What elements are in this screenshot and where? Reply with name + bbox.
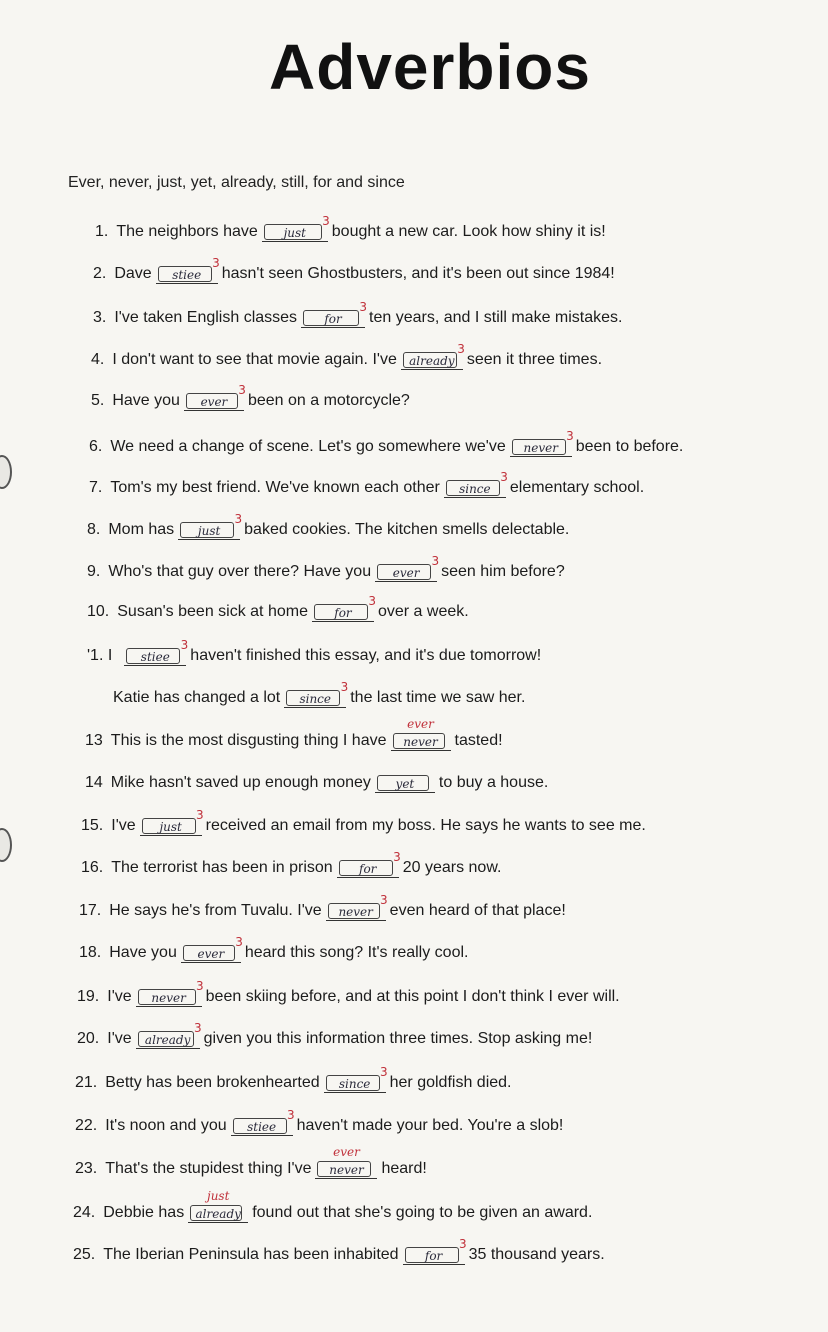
sentence-start: Who's that guy over there? Have you [108,563,372,580]
sentence-end: to buy a house. [438,774,549,791]
grading-mark: 3 [458,1237,467,1251]
exercise-item [89,470,645,498]
sentence-end: the last time we saw her. [350,689,526,706]
handwritten-answer: just [283,226,306,240]
sentence-end: over a week. [377,603,469,620]
grading-mark: 3 [431,554,440,568]
item-number: 21. [75,1074,98,1091]
sentence-start: It's noon and you [105,1117,227,1134]
sentence-end: bought a new car. Look how shiny it is! [331,223,606,240]
exercise-item [75,1065,512,1093]
answer-blank[interactable] [178,512,243,540]
grading-mark: 3 [380,893,388,907]
exercise-item [81,850,502,878]
item-number: 19. [77,988,100,1005]
exercise-item [85,773,548,793]
grading-mark: 3 [500,470,508,484]
handwritten-answer: yet [395,777,415,791]
exercise-item [87,638,542,666]
sentence-start: Have you [112,392,180,409]
item-number: 6. [89,438,103,455]
item-number: 16. [81,859,104,876]
sentence-start: Dave [114,265,152,282]
grading-mark: 3 [566,429,574,443]
handwritten-answer: just [197,524,221,538]
sentence-start: Katie has changed a lot [113,689,281,706]
answer-blank[interactable] [510,429,574,457]
item-number: 3. [93,309,107,326]
handwritten-answer: never [329,1163,364,1177]
answer-blank[interactable] [337,850,401,878]
sentence-end: hasn't seen Ghostbusters, and it's been out since 1984! [221,265,615,282]
exercise-item [75,1108,564,1136]
grading-mark: 3 [359,300,368,314]
sentence-start: The terrorist has been in prison [111,859,333,876]
handwritten-answer: since [459,482,491,496]
grading-mark: 3 [286,1108,295,1122]
sentence-end: seen him before? [441,563,565,580]
grading-mark: 3 [212,256,220,270]
item-number: 15. [81,817,104,834]
page-title: Adverbios [269,31,591,103]
item-number: 20. [77,1030,100,1047]
exercise-item [91,342,603,370]
answer-blank[interactable] [326,893,388,921]
exercise-item [77,1021,593,1049]
handwritten-answer: stiee [247,1120,277,1134]
sentence-end: been on a motorcycle? [247,392,410,409]
sentence-end: 35 thousand years. [468,1246,605,1263]
answer-blank[interactable] [231,1108,295,1136]
sentence-end: haven't finished this essay, and it's due tomorrow! [190,647,542,664]
answer-blank[interactable] [324,1065,388,1093]
item-number: 10. [87,603,110,620]
grading-mark: 3 [234,512,243,526]
handwritten-answer: for [324,312,342,326]
sentence-start: The neighbors have [116,223,258,240]
sentence-end: heard! [381,1160,427,1177]
handwritten-answer: ever [200,395,228,409]
item-number: 18. [79,944,102,961]
sentence-start: This is the most disgusting thing I have [110,732,387,749]
binder-ring-hole [0,455,12,489]
answer-blank[interactable] [140,808,204,836]
teacher-correction: ever [407,717,434,731]
grading-mark: 3 [196,808,204,822]
handwritten-answer: just [159,820,182,834]
exercise-item [73,1237,605,1265]
handwritten-answer: never [403,735,438,749]
answer-blank[interactable] [181,935,243,963]
answer-blank[interactable] [301,300,368,328]
sentence-end: been skiing before, and at this point I don't think I ever will. [205,988,620,1005]
sentence-end: given you this information three times. Stop asking me! [203,1030,593,1047]
sentence-end: been to before. [575,438,684,455]
answer-blank[interactable] [375,554,440,582]
answer-blank[interactable] [156,256,220,284]
answer-blank[interactable] [262,214,330,242]
sentence-start: Susan's been sick at home [117,603,308,620]
handwritten-answer: for [334,606,352,620]
sentence-end: seen it three times. [466,351,603,368]
sentence-start: He says he's from Tuvalu. I've [109,902,322,919]
exercise-item [79,893,566,921]
sentence-end: heard this song? It's really cool. [244,944,469,961]
exercise-item [113,680,526,708]
answer-blank[interactable] [188,1189,248,1223]
sentence-end: elementary school. [509,479,645,496]
answer-blank[interactable] [401,342,465,370]
item-number: 7. [89,479,103,496]
grading-mark: 3 [340,680,349,694]
teacher-correction: just [206,1189,230,1203]
exercise-item [75,1145,427,1179]
sentence-start: I've taken English classes [114,309,298,326]
sentence-end: received an email from my boss. He says he wants to see me. [205,817,646,834]
exercise-item [73,1189,593,1223]
item-number: 13 [85,732,103,749]
exercise-item [95,214,606,242]
sentence-start: That's the stupidest thing I've [105,1160,312,1177]
sentence-start: Have you [109,944,177,961]
sentence-end: tasted! [454,732,503,749]
item-number: 24. [73,1204,96,1221]
grading-mark: 3 [235,935,243,949]
handwritten-answer: since [338,1077,371,1091]
handwritten-answer: never [338,905,373,919]
sentence-start: Mike hasn't saved up enough money [110,774,371,791]
sentence-start: I don't want to see that movie again. I've [112,351,397,368]
handwritten-answer: ever [392,566,420,580]
answer-blank[interactable] [124,638,189,666]
exercise-item [77,979,620,1007]
exercise-item [91,383,410,411]
handwritten-answer: already [409,354,455,368]
handwritten-answer: already [195,1207,241,1221]
answer-blank[interactable] [315,1145,377,1179]
item-number: 22. [75,1117,98,1134]
grading-mark: 3 [194,1021,202,1035]
sentence-start: I've [107,988,132,1005]
binder-ring-hole [0,828,12,862]
sentence-start: The Iberian Peninsula has been inhabited [103,1246,399,1263]
item-number: 23. [75,1160,98,1177]
sentence-start: Mom has [108,521,175,538]
item-number: 9. [87,563,101,580]
item-number: 8. [87,521,101,538]
handwritten-answer: for [359,862,377,876]
item-number: 14 [85,774,103,791]
instructions-subtitle: Ever, never, just, yet, already, still, for and since [68,174,405,191]
exercise-item [87,512,570,540]
item-number: 25. [73,1246,96,1263]
sentence-start: Betty has been brokenhearted [105,1074,320,1091]
sentence-end: haven't made your bed. You're a slob! [296,1117,564,1134]
handwritten-answer: never [523,441,558,455]
sentence-start: We need a change of scene. Let's go somewhere we've [110,438,506,455]
sentence-end: baked cookies. The kitchen smells delectable. [244,521,570,538]
sentence-end: ten years, and I still make mistakes. [369,309,623,326]
handwritten-answer: since [299,692,331,706]
exercise-item [89,429,684,457]
exercise-item [79,935,469,963]
sentence-end: her goldfish died. [389,1074,512,1091]
item-number: 4. [91,351,105,368]
exercise-item [93,300,623,328]
item-number: '1. I [87,647,113,664]
handwritten-answer: for [424,1249,443,1263]
sentence-start: I've [111,817,136,834]
exercise-item [85,717,503,751]
answer-blank[interactable] [403,1237,467,1265]
answer-blank[interactable] [444,470,508,498]
grading-mark: 3 [322,214,330,228]
grading-mark: 3 [238,383,246,397]
exercise-item [93,256,615,284]
item-number: 17. [79,902,102,919]
sentence-start: Tom's my best friend. We've known each other [110,479,440,496]
answer-blank[interactable] [391,717,451,751]
handwritten-answer: never [151,991,186,1005]
answer-blank[interactable] [184,383,246,411]
item-number: 1. [95,223,109,240]
handwritten-answer: already [144,1033,191,1047]
grading-mark: 3 [180,638,189,652]
item-number: 2. [93,265,107,282]
handwritten-answer: stiee [172,268,202,282]
sentence-start: I've [107,1030,132,1047]
grading-mark: 3 [196,979,204,993]
teacher-correction: ever [333,1145,360,1159]
sentence-end: even heard of that place! [389,902,566,919]
handwritten-answer: stiee [140,650,170,664]
grading-mark: 3 [393,850,401,864]
exercise-item [81,808,646,836]
answer-blank[interactable] [375,774,435,793]
sentence-start: Debbie has [103,1204,185,1221]
answer-blank[interactable] [312,594,376,622]
grading-mark: 3 [368,594,376,608]
grading-mark: 3 [457,342,465,356]
item-number: 5. [91,392,105,409]
answer-blank[interactable] [136,979,204,1007]
exercise-item [87,554,565,582]
exercise-item [87,594,469,622]
sentence-end: found out that she's going to be given an award. [252,1204,593,1221]
handwritten-answer: ever [197,947,225,961]
grading-mark: 3 [379,1065,388,1079]
answer-blank[interactable] [136,1021,202,1049]
answer-blank[interactable] [284,680,349,708]
sentence-end: 20 years now. [402,859,502,876]
